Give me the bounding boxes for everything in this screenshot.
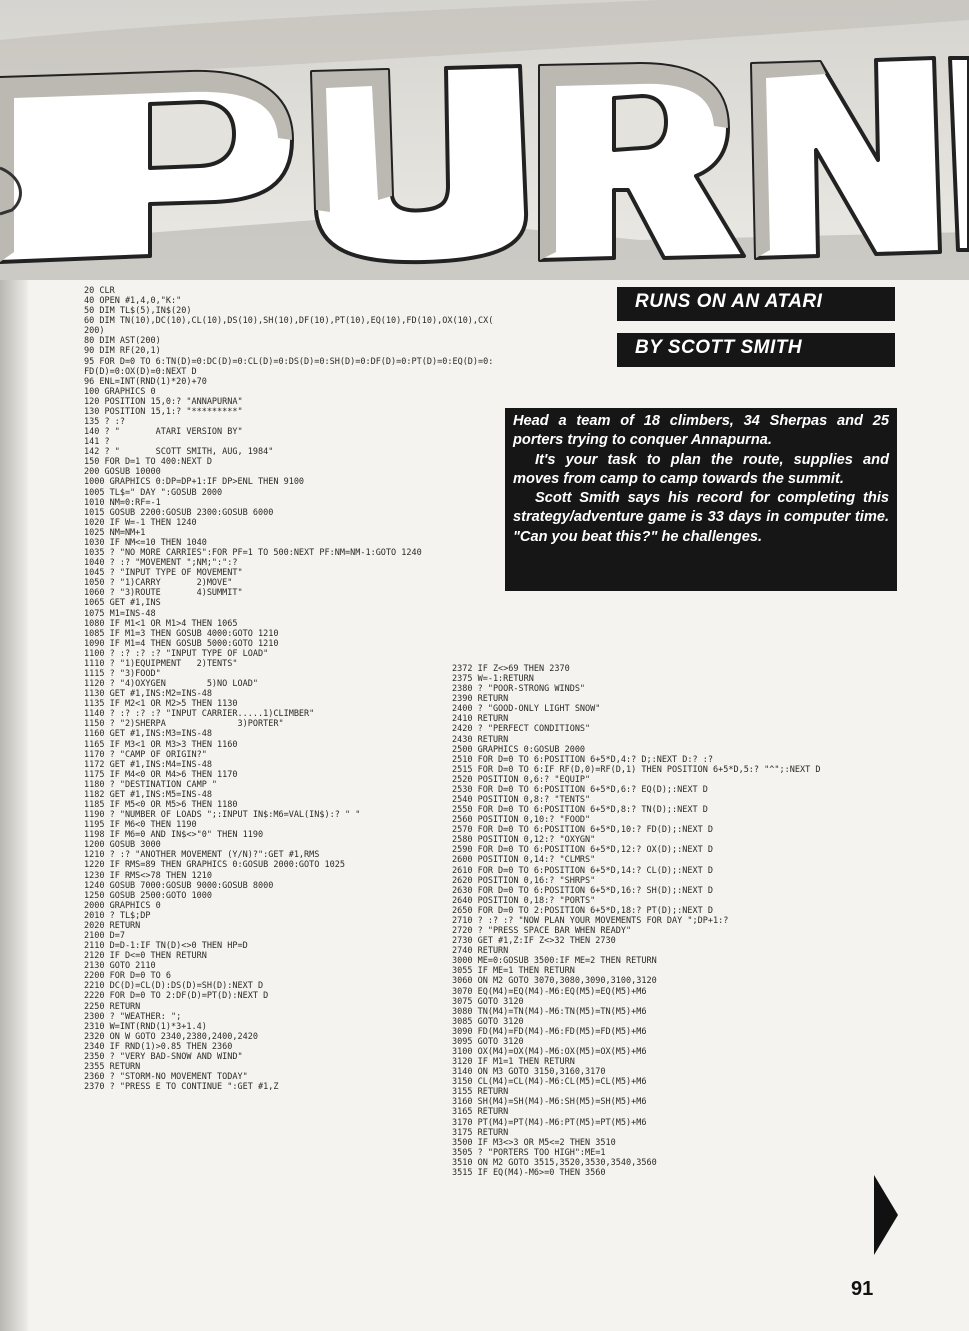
code-listing-right: 2372 IF Z<>69 THEN 2370 2375 W=-1:RETURN 2380 ? "POOR-STRONG WINDS" 2390 RETURN 2400 ? "GOOD-ONLY LIGHT SNOW" 2410 RETURN 2420 ? "PERFECT CONDITIONS" 2430 RETURN 2500 GRAPHICS 0:GOSUB 2000 2510 FOR D=0 TO 6:POSITION 6+5*D,4:? D;:NEXT D:? :? 2515 FOR D=0 TO 6:IF RF(D,0)=RF(D,1) THEN POSITION 6+5*D,5:? "^";:NEXT D 2520 POSITION 0,6:? "EQUIP" 2530 FOR D=0 TO 6:POSITION 6+5*D,6:? EQ(D);:NEXT D 2540 POSITION 0,8:? "TENTS" 2550 FOR D=0 TO 6:POSITION 6+5*D,8:? TN(D);:NEXT D 2560 POSITION 0,10:? "FOOD" 2570 FOR D=0 TO 6:POSITION 6+5*D,10:? FD(D);:NEXT D 2580 POSITION 0,12:? "OXYGN" 2590 FOR D=0 TO 6:POSITION 6+5*D,12:? OX(D);:NEXT D 2600 POSITION 0,14:? "CLMRS" 2610 FOR D=0 TO 6:POSITION 6+5*D,14:? CL(D);:NEXT D 2620 POSITION 0,16:? "SHRPS" 2630 FOR D=0 TO 6:POSITION 6+5*D,16:? SH(D);:NEXT D 2640 POSITION 0,18:? "PORTS" 2650 FOR D=0 TO 2:POSITION 6+5*D,18:? PT(D);:NEXT D 2710 ? :? :? "NOW PLAN YOUR MOVEMENTS FOR DAY ";DP+1:? 2720 ? "PRESS SPACE BAR WHEN READY" 2730 GET #1,Z:IF Z<>32 THEN 2730 2740 RETURN 3000 ME=0:GOSUB 3500:IF ME=2 THEN RETURN 3055 IF ME=1 THEN RETURN 3060 ON M2 GOTO 3070,3080,3090,3100,3120 3070 EQ(M4)=EQ(M4)-M6:EQ(M5)=EQ(M5)+M6 3075 GOTO 3120 3080 TN(M4)=TN(M4)-M6:TN(M5)=TN(M5)+M6 3085 GOTO 3120 3090 FD(M4)=FD(M4)-M6:FD(M5)=FD(M5)+M6 3095 GOTO 3120 3100 OX(M4)=OX(M4)-M6:OX(M5)=OX(M5)+M6 3120 IF M1=1 THEN RETURN 3140 ON M3 GOTO 3150,3160,3170 3150 CL(M4)=CL(M4)-M6:CL(M5)=CL(M5)+M6 3155 RETURN 3160 SH(M4)=SH(M4)-M6:SH(M5)=SH(M5)+M6 3165 RETURN 3170 PT(M4)=PT(M4)-M6:PT(M5)=PT(M5)+M6 3175 RETURN 3500 IF M3<>3 OR M5<=2 THEN 3510 3505 ? "PORTERS TOO HIGH":ME=1 3510 ON M2 GOTO 3515,3520,3530,3540,3560 3515 IF EQ(M4)-M6>=0 THEN 3560 [452, 664, 821, 1178]
continue-arrow-icon [874, 1175, 898, 1255]
intro-paragraph: It's your task to plan the route, supplies and moves from camp to camp towards the summit. [513, 451, 889, 487]
intro-paragraph: Head a team of 18 climbers, 34 Sherpas and 25 porters trying to conquer Annapurna. [513, 413, 889, 449]
intro-paragraph: Scott Smith says his record for completing this strategy/adventure game is 33 days in computer time. "Can you beat this?" he challenges. [513, 490, 889, 545]
code-listing-left: 20 CLR 40 OPEN #1,4,0,"K:" 50 DIM TL$(5),IN$(20) 60 DIM TN(10),DC(10),CL(10),DS(10),SH(10),DF(10),PT(10),EQ(10),FD(10),OX(10),CX( 200) 80 DIM AST(200) 90 DIM RF(20,1) 95 FOR D=0 TO 6:TN(D)=0:DC(D)=0:CL(D)=0:DS(D)=0:SH(D)=0:DF(D)=0:PT(D)=0:EQ(D)=0: FD(D)=0:OX(D)=0:NEXT D 96 ENL=INT(RND(1)*20)+70 100 GRAPHICS 0 120 POSITION 15,0:? "ANNAPURNA" 130 POSITION 15,1:? "*********" 135 ? :? 140 ? " ATARI VERSION BY" 141 ? 142 ? " SCOTT SMITH, AUG, 1984" 150 FOR D=1 TO 400:NEXT D 200 GOSUB 10000 1000 GRAPHICS 0:DP=DP+1:IF DP>ENL THEN 9100 1005 TL$=" DAY ":GOSUB 2000 1010 NM=0:RF=-1 1015 GOSUB 2200:GOSUB 2300:GOSUB 6000 1020 IF W=-1 THEN 1240 1025 NM=NM+1 1030 IF NM<=10 THEN 1040 1035 ? "NO MORE CARRIES":FOR PF=1 TO 500:NEXT PF:NM=NM-1:GOTO 1240 1040 ? :? "MOVEMENT ";NM;":":? 1045 ? "INPUT TYPE OF MOVEMENT" 1050 ? "1)CARRY 2)MOVE" 1060 ? "3)ROUTE 4)SUMMIT" 1065 GET #1,INS 1075 M1=INS-48 1080 IF M1<1 OR M1>4 THEN 1065 1085 IF M1=3 THEN GOSUB 4000:GOTO 1210 1090 IF M1=4 THEN GOSUB 5000:GOTO 1210 1100 ? :? :? :? "INPUT TYPE OF LOAD" 1110 ? "1)EQUIPMENT 2)TENTS" 1115 ? "3)FOOD" 1120 ? "4)OXYGEN 5)NO LOAD" 1130 GET #1,INS:M2=INS-48 1135 IF M2<1 OR M2>5 THEN 1130 1140 ? :? :? :? "INPUT CARRIER.....1)CLIMBER" 1150 ? "2)SHERPA 3)PORTER" 1160 GET #1,INS:M3=INS-48 1165 IF M3<1 OR M3>3 THEN 1160 1170 ? "CAMP OF ORIGIN?" 1172 GET #1,INS:M4=INS-48 1175 IF M4<0 OR M4>6 THEN 1170 1180 ? "DESTINATION CAMP " 1182 GET #1,INS:M5=INS-48 1185 IF M5<0 OR M5>6 THEN 1180 1190 ? "NUMBER OF LOADS ";:INPUT IN$:M6=VAL(IN$):? " " 1195 IF M6<0 THEN 1190 1198 IF M6=0 AND IN$<>"0" THEN 1190 1200 GOSUB 3000 1210 ? :? "ANOTHER MOVEMENT (Y/N)?":GET #1,RMS 1220 IF RMS=89 THEN GRAPHICS 0:GOSUB 2000:GOTO 1025 1230 IF RMS<>78 THEN 1210 1240 GOSUB 7000:GOSUB 9000:GOSUB 8000 1250 GOSUB 2500:GOTO 1000 2000 GRAPHICS 0 2010 ? TL$;DP 2020 RETURN 2100 D=7 2110 D=D-1:IF TN(D)<>0 THEN HP=D 2120 IF D<=0 THEN RETURN 2130 GOTO 2110 2200 FOR D=0 TO 6 2210 DC(D)=CL(D):DS(D)=SH(D):NEXT D 2220 FOR D=0 TO 2:DF(D)=PT(D):NEXT D 2250 RETURN 2300 ? "WEATHER: "; 2310 W=INT(RND(1)*3+1.4) 2320 ON W GOTO 2340,2380,2400,2420 2340 IF RND(1)>0.85 THEN 2360 2350 ? "VERY BAD-SNOW AND WIND" 2355 RETURN 2360 ? "STORM-NO MOVEMENT TODAY" 2370 ? "PRESS E TO CONTINUE ":GET #1,Z [84, 286, 494, 1093]
author-label: BY SCOTT SMITH [617, 333, 895, 367]
title-lettering [0, 0, 969, 280]
page-number: 91 [851, 1278, 874, 1300]
platform-label: RUNS ON AN ATARI [617, 287, 895, 321]
